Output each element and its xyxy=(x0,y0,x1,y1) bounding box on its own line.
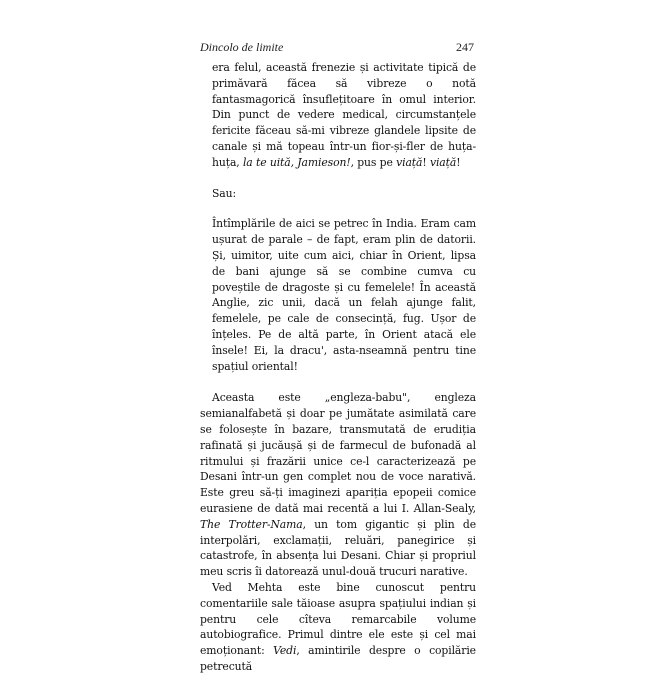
body-text xyxy=(200,60,476,675)
block-quote-1 xyxy=(212,60,476,171)
para1-italic: The Trotter-Nama xyxy=(200,517,303,531)
quote1-italic-b: viață xyxy=(396,155,423,169)
para1-text-a: Aceasta este „engleza-babu", engleza semianalfabetă și doar pe jumătate asimilată care se folosește în bazare, transmutată de erudiția rafinată și jucăușă și de farmecul de bufonadă al ritmului și frazării unice ce-l caracterizează pe Desani într-un gen complet nou de voce narativă. Este greu să-ți imaginezi apariția epopeii comice eurasiene de dată mai recentă a lui I. Allan-Sealy, xyxy=(200,391,476,515)
block-quote-2: Întîmplările de aici se petrec în India. Eram cam ușurat de parale – de fapt, eram plin de datorii. Și, uimitor, uite cum aici, chiar în Orient, lipsa de bani ajunge să se combine cumva cu poveștile de dragoste și cu femelele! În această Anglie, zic unii, dacă un felah ajunge falit, femelele, pe cale de consecință, fug. Ușor de înțeles. Pe de altă parte, în Orient atacă ele însele! Ei, la dracu', asta-nseamnă pentru tine spațiul oriental! xyxy=(212,217,476,373)
running-title: Dincolo de limite xyxy=(200,40,284,54)
quote1-text-b: , pus pe xyxy=(350,155,397,169)
para1-text-b: , un tom gigantic și plin de interpolări, exclamații, reluări, panegirice și catastrofe, în absența lui Desani. Chiar și propriul meu scris îi datorează unul-două trucuri narative. xyxy=(200,517,476,579)
quote1-italic-a: la te uită, Jamieson! xyxy=(242,155,351,169)
paragraph-ved-mehta xyxy=(200,580,476,675)
page-number: 247 xyxy=(456,40,474,54)
para2-text-b: , amintirile despre o copilărie petrecută xyxy=(200,644,476,673)
quote1-text-a: era felul, această frenezie și activitate tipică de primăvară făcea să vibreze o notă fantasmagorică însuflețitoare în omul interior. Din punct de vedere medical, circumstanțele fericite făceau să-mi vibreze glandele lipsite de canale și mă topeau într-un fior-și-fler de huța-huța, xyxy=(212,61,476,169)
quote1-text-d: ! xyxy=(456,155,461,169)
quote1-text-c: ! xyxy=(422,155,430,169)
quote1-italic-c: viață xyxy=(429,155,457,169)
sau-label: Sau: xyxy=(212,186,237,200)
paragraph-engleza-babu xyxy=(200,390,476,580)
para2-text-a: Ved Mehta este bine cunoscut pentru comentariile sale tăioase asupra spațiului indian și pentru cele cîteva remarcabile volume autobiografice. Primul dintre ele este și cel mai emoționant: xyxy=(200,580,476,658)
para2-italic: Vedi xyxy=(273,644,297,658)
